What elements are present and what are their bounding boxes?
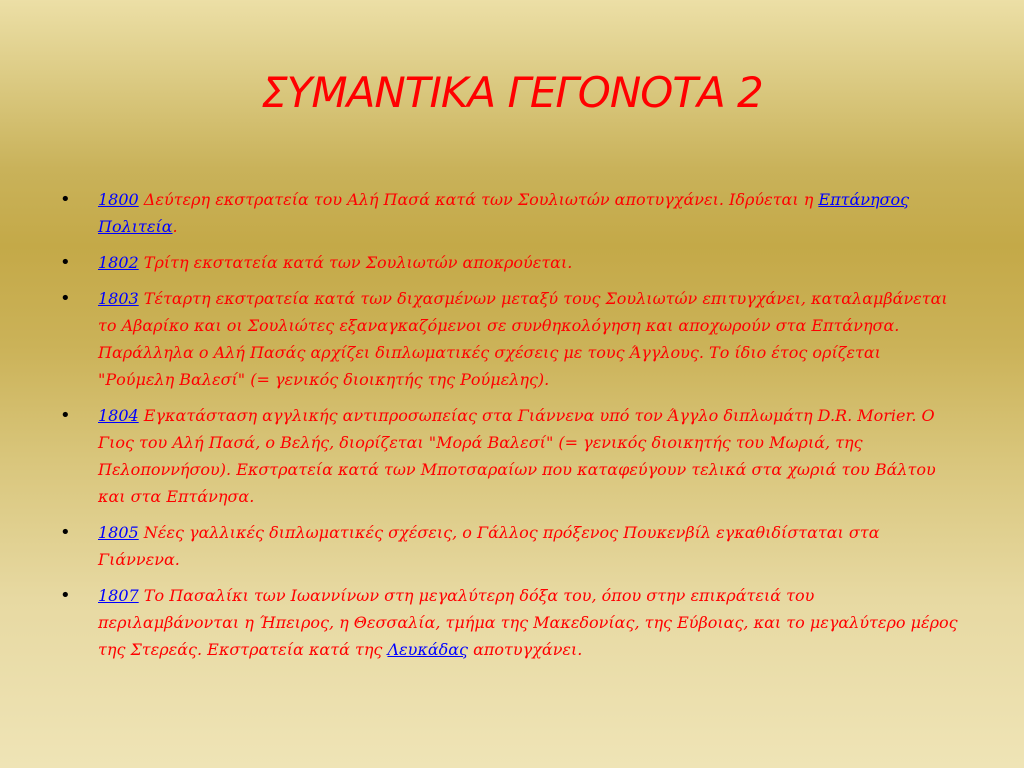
year-link-1802[interactable]: 1802 xyxy=(98,253,139,272)
eptanisos-politeia-link[interactable]: Επτάνησος Πολιτεία xyxy=(98,190,910,236)
entry-text-after: αποτυγχάνει. xyxy=(468,640,583,659)
entry-text: Εγκατάσταση αγγλικής αντιπροσωπείας στα Γιάννενα υπό τον Άγγλο διπλωμάτη D.R. Morier. Ο Γιος του Αλή Πασά, ο Βελής, διορίζεται "Μορά Βαλεσί" (= γενικός διοικητής του Μωριά, της Πελοποννήσου). Εκστρατεία κατά των Μποτσαραίων που καταφεύγουν τελικά στα χωριά του Βάλτου και στα Επτάνησα. xyxy=(98,406,936,506)
bullet-icon: • xyxy=(60,189,71,210)
lefkada-link[interactable]: Λευκάδας xyxy=(387,640,469,659)
bullet-icon: • xyxy=(60,585,71,606)
list-item xyxy=(58,285,958,393)
entry-text: Τρίτη εκστατεία κατά των Σουλιωτών αποκρούεται. xyxy=(138,253,573,272)
list-item xyxy=(58,249,958,276)
year-link-1807[interactable]: 1807 xyxy=(98,586,139,605)
entry-text: Το Πασαλίκι των Ιωαννίνων στη μεγαλύτερη δόξα του, όπου στην επικράτειά του περιλαμβάνονται η Ήπειρος, η Θεσσαλία, τμήμα της Μακεδονίας, της Εύβοιας, και το μεγαλύτερο μέρος της Στερεάς. Εκστρατεία κατά της xyxy=(98,586,958,659)
entry-text: Δεύτερη εκστρατεία του Αλή Πασά κατά των Σουλιωτών αποτυγχάνει. Ιδρύεται η xyxy=(138,190,819,209)
bullet-icon: • xyxy=(60,288,71,309)
list-item xyxy=(58,402,958,510)
slide-title: ΣΥΜΑΝΤΙΚΑ ΓΕΓΟΝΟΤΑ 2 xyxy=(261,68,763,117)
list-item xyxy=(58,582,958,663)
year-link-1804[interactable]: 1804 xyxy=(98,406,139,425)
bullet-icon: • xyxy=(60,522,71,543)
entry-text: Νέες γαλλικές διπλωματικές σχέσεις, ο Γάλλος πρόξενος Πουκενβίλ εγκαθιδίσταται στα Γιάννενα. xyxy=(98,523,880,569)
year-link-1803[interactable]: 1803 xyxy=(98,289,139,308)
bullet-icon: • xyxy=(60,405,71,426)
bullet-icon: • xyxy=(60,252,71,273)
year-link-1800[interactable]: 1800 xyxy=(98,190,139,209)
timeline-list xyxy=(58,186,958,672)
entry-text: Τέταρτη εκστρατεία κατά των διχασμένων μεταξύ τους Σουλιωτών επιτυγχάνει, καταλαμβάνεται το Αβαρίκο και οι Σουλιώτες εξαναγκαζόμενοι σε συνθηκολόγηση και αποχωρούν στα Επτάνησα. Παράλληλα ο Αλή Πασάς αρχίζει διπλωματικές σχέσεις με τους Άγγλους. Το ίδιο έτος ορίζεται "Ρούμελη Βαλεσί" (= γενικός διοικητής της Ρούμελης). xyxy=(98,289,948,389)
year-link-1805[interactable]: 1805 xyxy=(98,523,139,542)
list-item xyxy=(58,186,958,240)
entry-text-after: . xyxy=(172,217,178,236)
list-item xyxy=(58,519,958,573)
